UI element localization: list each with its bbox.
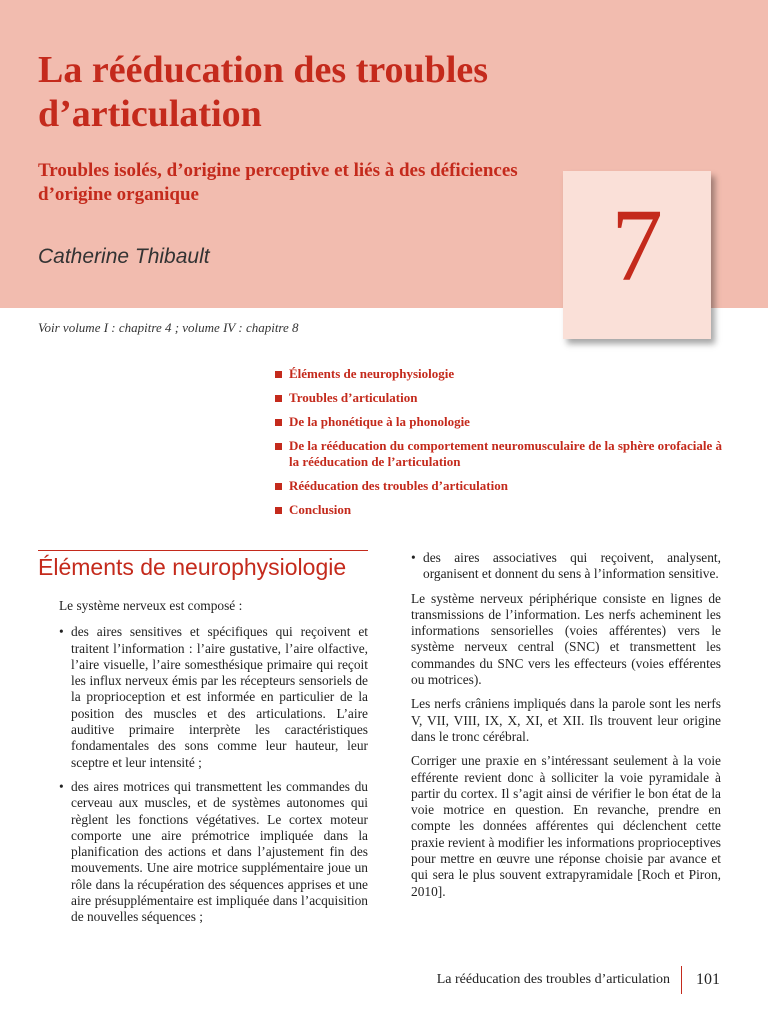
bullet-item: • des aires motrices qui transmettent les commandes du cerveau aux muscles, et de systèmes autonomes qui règlent les fonctions végétatives. Le cortex moteur comporte une aire prémotrice impliquée dans la planification des actions et dans l’ajustement fin des mouvements. Une aire motrice supplémentaire joue un rôle dans la récupération des séquences apprises et une aire présupplémentaire est impliquée dans l’acquisition de nouvelles séquences ; (59, 779, 368, 926)
toc-item: De la rééducation du comportement neuromusculaire de la sphère orofaciale à la rééducation de l’articulation (275, 438, 725, 470)
toc-item: Éléments de neurophysiologie (275, 366, 725, 382)
footer-divider (681, 966, 682, 994)
section-intro: Le système nerveux est composé : (59, 598, 243, 613)
bullet-item: • des aires sensitives et spécifiques qui reçoivent et traitent l’information : l’aire gustative, l’aire olfactive, l’aire visuelle, l’aire somesthésique primaire qui reçoit les influx nerveux émis par les récepteurs sensoriels de la proprioception et est informée en particulier de la position des muscles et des articulations. L’aire auditive primaire interprète les caractéristiques fondamentales des sons comme leur hauteur, leur sceptre et leur intensité ; (59, 624, 368, 771)
body-paragraph: Corriger une praxie en s’intéressant seulement à la voie efférente revient donc à solliciter la voie pyramidale à partir du cortex. Il s’agit ainsi de vérifier le bon état de la voie motrice en question. En revanche, prendre en compte les données afférentes qui déclenchent cette praxie revient à modifier les informations proprioceptives pour mettre en œuvre une réponse choisie par avance et qui sera le plus souvent extrapyramidale [Roch et Piron, 2010]. (411, 753, 721, 899)
see-also-reference: Voir volume I : chapitre 4 ; volume IV : chapitre 8 (38, 320, 299, 335)
chapter-title: La rééducation des troubles d’articulation (38, 49, 489, 135)
chapter-subtitle: Troubles isolés, d’origine perceptive et liés à des déficiences d’origine organique (38, 160, 518, 205)
author-name: Catherine Thibault (38, 245, 210, 268)
body-paragraph: Les nerfs crâniens impliqués dans la parole sont les nerfs V, VII, VIII, IX, X, XI, et XII. Ils trouvent leur origine dans le tronc cérébral. (411, 696, 721, 744)
body-paragraph: Le système nerveux périphérique consiste en lignes de transmissions de l’information. Les nerfs acheminent les informations sensorielles (voies afférentes) vers le système nerveux central (SNC) et transmettent les commandes du SNC vers les effecteurs (voies efférentes ou motrices). (411, 590, 721, 688)
toc-item: Rééducation des troubles d’articulation (275, 478, 725, 494)
bullet-item: • des aires associatives qui reçoivent, analysent, organisent et donnent du sens à l’information sensitive. (411, 550, 721, 583)
toc-item: Conclusion (275, 502, 725, 518)
section-heading: Éléments de neurophysiologie (38, 554, 347, 580)
running-footer-title: La rééducation des troubles d’articulation (436, 972, 670, 987)
chapter-number-box (563, 171, 711, 339)
toc-item: Troubles d’articulation (275, 390, 725, 406)
toc-item: De la phonétique à la phonologie (275, 414, 725, 430)
right-column (411, 550, 721, 908)
chapter-number: 7 (611, 188, 663, 303)
bullet-list (411, 550, 721, 583)
section-rule (38, 550, 368, 551)
bullet-list (59, 624, 368, 925)
left-column (59, 598, 368, 934)
page-number: 101 (696, 971, 720, 988)
chapter-contents (275, 366, 725, 526)
